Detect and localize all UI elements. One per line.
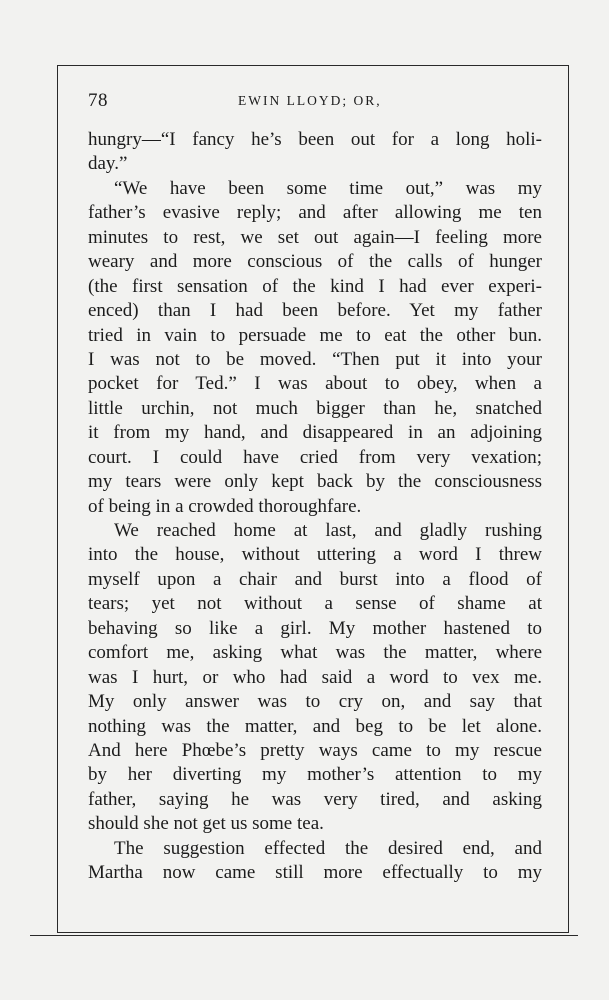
bottom-rule — [30, 935, 578, 936]
text-line: Martha now came still more effectually to my — [88, 862, 542, 884]
text-line: The suggestion effected the desired end, and — [114, 837, 542, 859]
text-line: myself upon a chair and burst into a flood of — [88, 568, 542, 590]
text-line: little urchin, not much bigger than he, snatched — [88, 397, 542, 419]
text-line: nothing was the matter, and beg to be let alone. — [88, 715, 542, 737]
text-line: hungry—“I fancy he’s been out for a long holi- — [88, 129, 542, 150]
text-line: father, saying he was very tired, and asking — [88, 788, 542, 810]
text-line: it from my hand, and disappeared in an adjoining — [88, 422, 542, 444]
text-line: We reached home at last, and gladly rushing — [114, 520, 542, 541]
text-line: (the first sensation of the kind I had ever experi- — [88, 275, 542, 297]
text-line: was I hurt, or who had said a word to vex me. — [88, 666, 542, 688]
text-line: tried in vain to persuade me to eat the other bun. — [88, 324, 542, 346]
text-line: And here Phœbe’s pretty ways came to my rescue — [88, 739, 542, 761]
text-line: into the house, without uttering a word I threw — [88, 544, 542, 566]
running-title: EWIN LLOYD; OR, — [238, 93, 382, 108]
text-line: enced) than I had been before. Yet my father — [88, 300, 542, 322]
text-line: father’s evasive reply; and after allowing me ten — [88, 202, 542, 224]
text-line: I was not to be moved. “Then put it into your — [88, 348, 542, 370]
text-line: minutes to rest, we set out again—I feeling more — [88, 226, 542, 248]
body-text — [88, 128, 542, 886]
text-line: by her diverting my mother’s attention to my — [88, 764, 542, 786]
text-line: comfort me, asking what was the matter, where — [88, 642, 542, 664]
text-line: my tears were only kept back by the consciousness — [88, 471, 542, 493]
text-line: My only answer was to cry on, and say that — [88, 691, 542, 713]
text-line: court. I could have cried from very vexation; — [88, 446, 542, 468]
text-line: day.” — [88, 153, 128, 175]
page-number: 78 — [88, 90, 108, 111]
text-line: weary and more conscious of the calls of hunger — [88, 251, 542, 273]
text-line: behaving so like a girl. My mother hastened to — [88, 617, 542, 639]
text-line: tears; yet not without a sense of shame at — [88, 593, 542, 615]
text-line: of being in a crowded thoroughfare. — [88, 495, 362, 517]
text-line: pocket for Ted.” I was about to obey, when a — [88, 373, 542, 395]
running-head — [88, 90, 542, 112]
text-line: “We have been some time out,” was my — [114, 177, 542, 199]
text-line: should she not get us some tea. — [88, 813, 324, 835]
